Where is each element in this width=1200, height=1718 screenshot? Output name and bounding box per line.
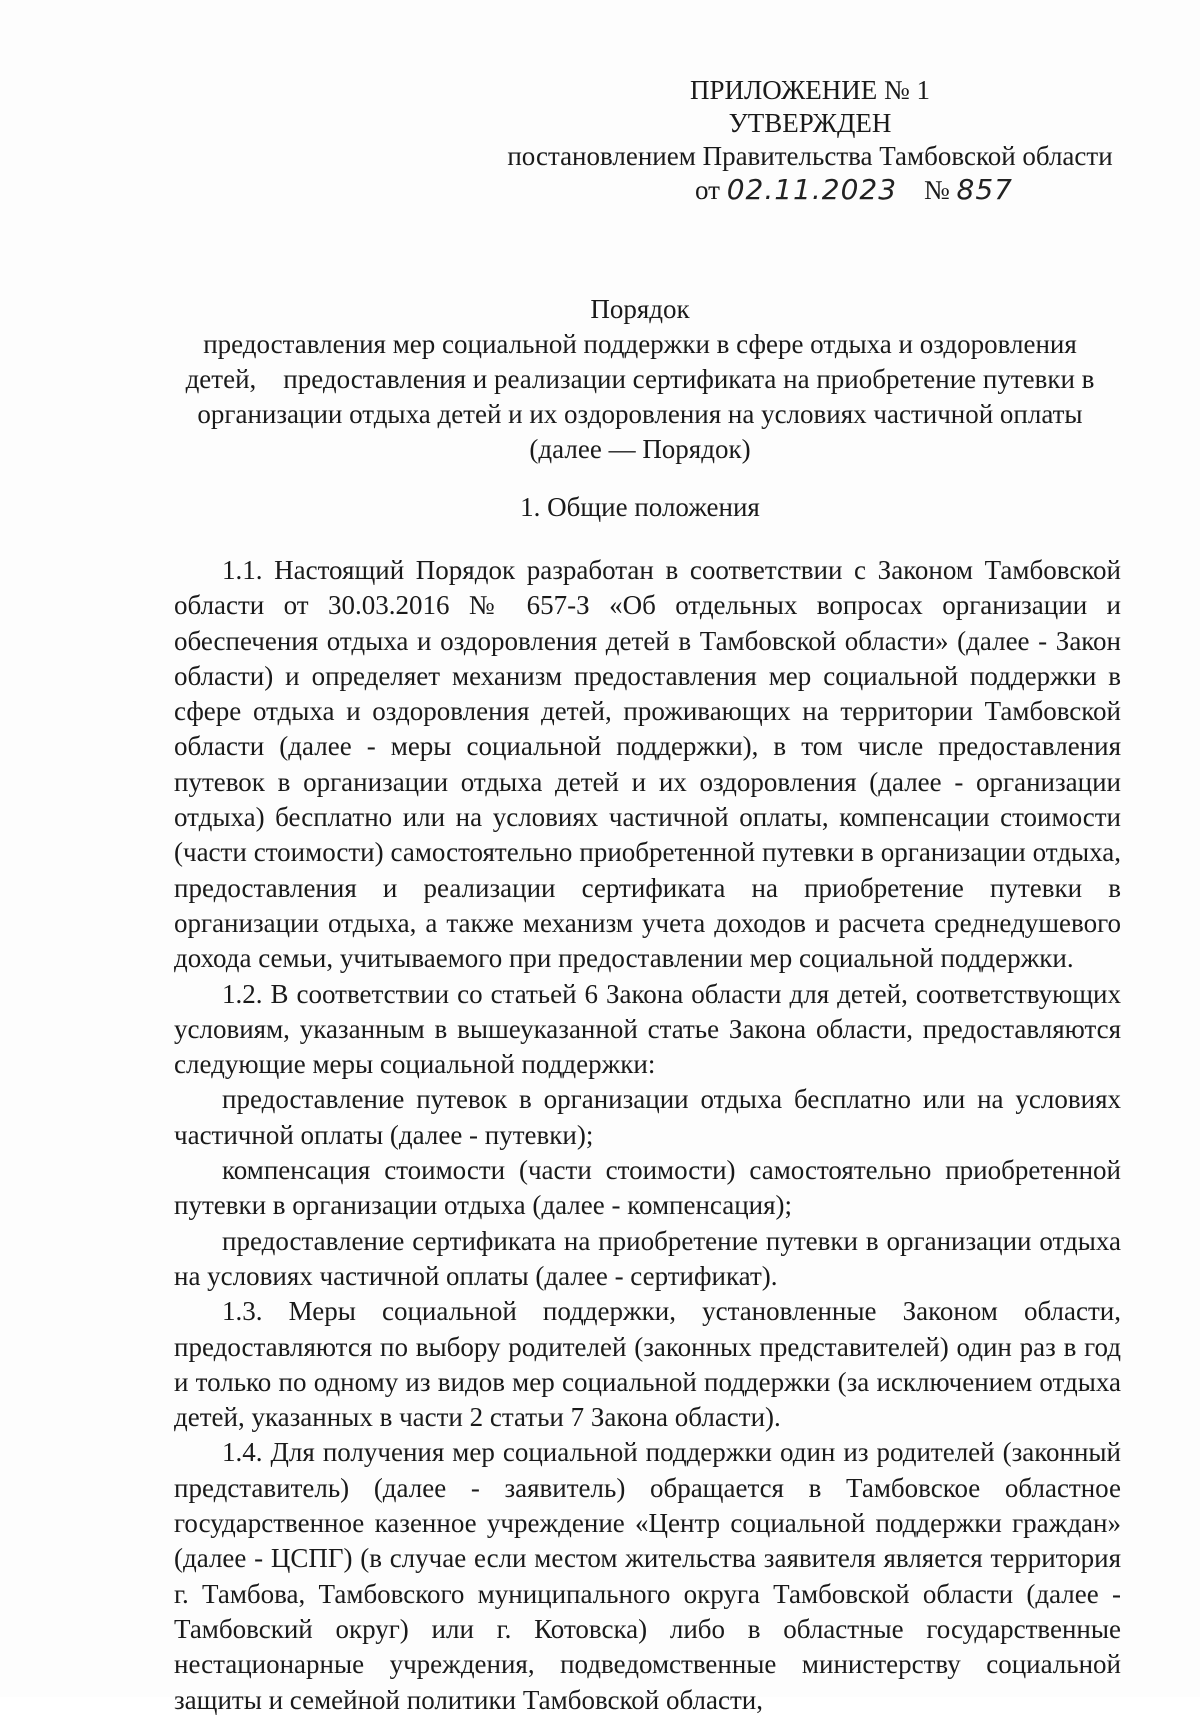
approval-header: [480, 74, 1140, 207]
from-label: от: [695, 175, 720, 205]
section-heading: 1. Общие положения: [520, 492, 760, 522]
paragraph-1-4: 1.4. Для получения мер социальной поддержки один из родителей (законный представитель) (далее - заявитель) обращается в Тамбовское областное государственное казенное учреждение «Центр социальной поддержки граждан» (далее - ЦСПГ) (в случае если местом жительства заявителя является территория г. Тамбова, Тамбовского муниципального округа Тамбовской области (далее - Тамбовский округ) или г. Котовска) либо в областные государственные нестационарные учреждения, подведомственные министерству социальной защиты и семейной политики Тамбовской области,: [174, 1437, 1121, 1715]
title-line-3: детей, предоставления и реализации сертификата на приобретение путевки в: [185, 364, 1095, 394]
title-line-5: (далее — Порядок): [529, 434, 751, 464]
title-line-4: организации отдыха детей и их оздоровления на условиях частичной оплаты: [197, 399, 1083, 429]
paragraph-1-2-item-b: компенсация стоимости (части стоимости) самостоятельно приобретенной путевки в организации отдыха (далее - компенсация);: [174, 1155, 1121, 1221]
resolution-label: постановлением Правительства Тамбовской области: [507, 141, 1113, 171]
paragraph-1-2-item-a: предоставление путевок в организации отдыха бесплатно или на условиях частичной оплаты (далее - путевки);: [174, 1084, 1121, 1150]
handwritten-number: 857: [956, 173, 1013, 206]
document-title: [160, 292, 1120, 467]
number-label: №: [924, 175, 950, 205]
approved-label: УТВЕРЖДЕН: [728, 108, 892, 138]
paragraph-1-3: 1.3. Меры социальной поддержки, установленные Законом области, предоставляются по выбору родителей (законных представителей) один раз в год и только по одному из видов мер социальной поддержки (за исключением отдыха детей, указанных в части 2 статьи 7 Закона области).: [174, 1296, 1121, 1433]
paragraph-1-2: 1.2. В соответствии со статьей 6 Закона области для детей, соответствующих условиям, указанным в вышеуказанной статье Закона области, предоставляются следующие меры социальной поддержки:: [174, 978, 1121, 1080]
paragraph-1-1: 1.1. Настоящий Порядок разработан в соответствии с Законом Тамбовской области от 30.03.2016 № 657-З «Об отдельных вопросах организации и обеспечения отдыха и оздоровления детей в Тамбовской области» (далее - Закон области) и определяет механизм предоставления мер социальной поддержки в сфере отдыха и оздоровления детей, проживающих на территории Тамбовской области (далее - меры социальной поддержки), в том числе предоставления путевок в организации отдыха детей и их оздоровления (далее - организации отдыха) бесплатно или на условиях частичной оплаты, компенсации стоимости (части стоимости) самостоятельно приобретенной путевки в организации отдыха, предоставления и реализации сертификата на приобретение путевки в организации отдыха, а также механизм учета доходов и расчета среднедушевого дохода семьи, учитываемого при предоставлении мер социальной поддержки.: [174, 555, 1121, 974]
title-line-2: предоставления мер социальной поддержки в сфере отдыха и оздоровления: [203, 329, 1077, 359]
document-body: [174, 553, 1121, 1718]
title-line-1: Порядок: [590, 294, 690, 324]
resolution-date-line: [480, 173, 1140, 207]
handwritten-date: 02.11.2023: [726, 173, 898, 206]
appendix-label: ПРИЛОЖЕНИЕ № 1: [689, 75, 931, 105]
paragraph-1-2-item-c: предоставление сертификата на приобретение путевки в организации отдыха на условиях частичной оплаты (далее - сертификат).: [174, 1225, 1121, 1291]
